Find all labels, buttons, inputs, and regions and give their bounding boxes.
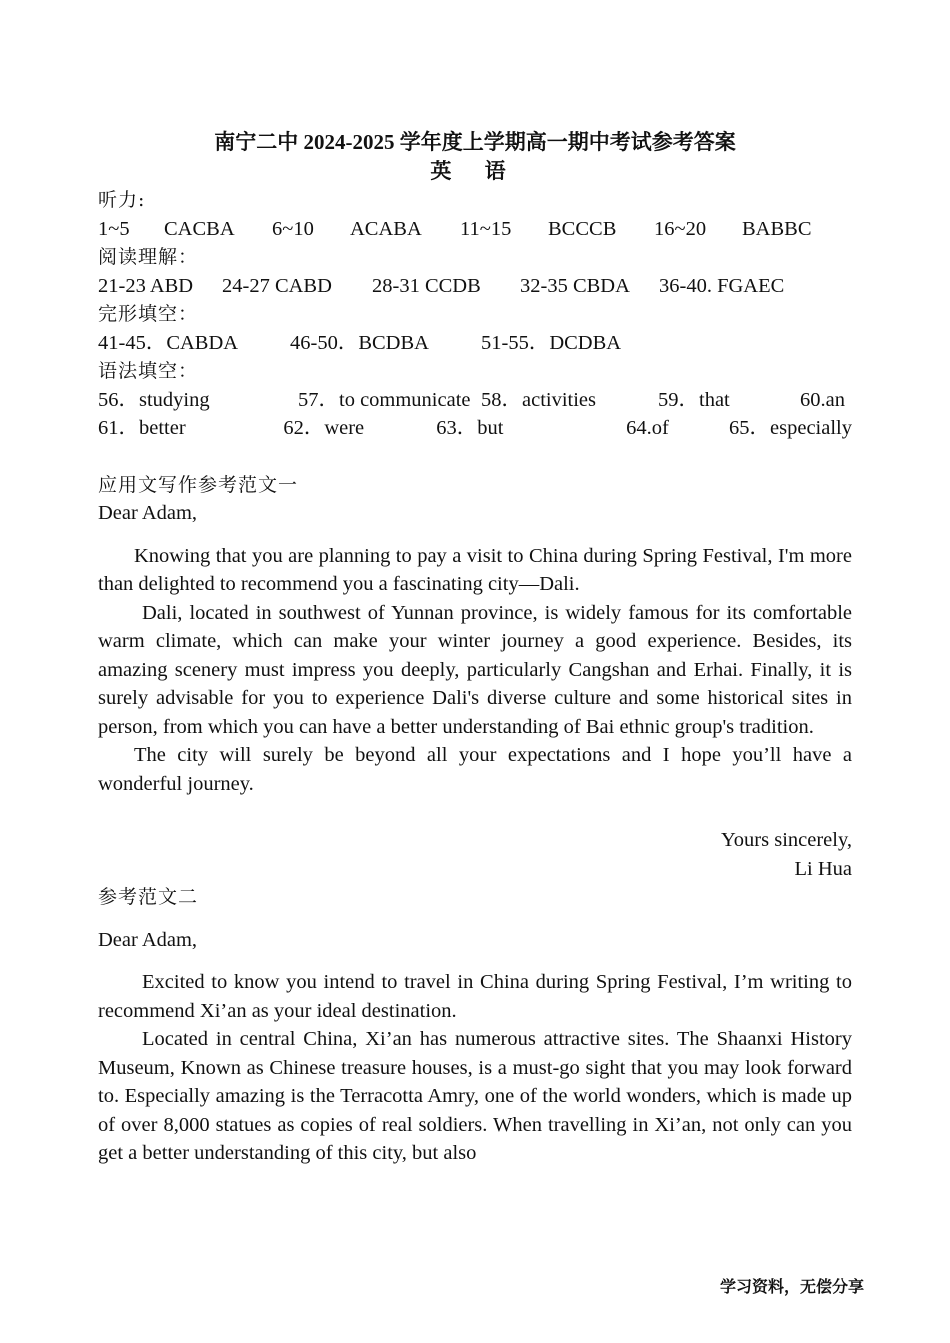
grammar-answer: 57．to communicate	[298, 388, 471, 411]
grammar-answer: 64.of	[626, 417, 669, 439]
essay2-paragraph: Located in central China, Xi’an has numerous attractive sites. The Shaanxi History Museum, Known as Chinese treasure houses, is a must-go sight that you may look forward to. Especially amazing is the Terracotta Amry, one of the world wonders, which is made up of over 8,000 statues as copies of real soldiers. When travelling in Xi’an, not only can you get a better understanding of this city, but also	[98, 1028, 852, 1164]
listening-answers	[98, 215, 852, 244]
grammar-answers-row1	[98, 386, 852, 415]
cloze-label: 完形填空：	[98, 303, 199, 325]
cloze-answers	[98, 329, 852, 358]
reading-group: 28-31 CCDB	[372, 274, 481, 297]
listening-range: 11~15	[460, 217, 512, 240]
listening-range: 1~5	[98, 217, 130, 240]
cloze-group: 46-50．BCDBA	[290, 331, 429, 354]
reading-label: 阅读理解：	[98, 246, 199, 268]
reading-group: 24-27 CABD	[222, 274, 332, 297]
grammar-answer: 62．were	[283, 417, 365, 439]
reading-answers	[98, 272, 852, 301]
answer-document	[98, 128, 852, 1168]
grammar-answer: 61．better	[98, 417, 186, 439]
listening-label: 听力:	[98, 189, 146, 211]
grammar-answer: 58．activities	[481, 388, 597, 411]
essay1-paragraph: Dali, located in southwest of Yunnan province, is widely famous for its comfortable warm climate, which can make your winter journey a good experience. Besides, its amazing scenery must impress you deeply, particularly Cangshan and Erhai. Finally, it is surely advisable for you to experience Dali's diverse culture and some historical sites in person, from which you can have a better understanding of Bai ethnic group's tradition.	[98, 601, 852, 738]
footer-note: 学习资料，无偿分享	[720, 1277, 865, 1296]
reading-group: 32-35 CBDA	[520, 274, 630, 297]
essay2-label: 参考范文二	[98, 886, 199, 908]
essay2-paragraph: Excited to know you intend to travel in China during Spring Festival, I’m writing to recommend Xi’an as your ideal destination.	[98, 971, 852, 1022]
essay1-signature: Li Hua	[794, 857, 852, 880]
essay2-greeting: Dear Adam,	[98, 928, 198, 951]
essay1-greeting: Dear Adam,	[98, 502, 198, 524]
essay1-closing: Yours sincerely,	[721, 829, 852, 851]
essay1-paragraph: Knowing that you are planning to pay a visit to China during Spring Festival, I'm more than delighted to recommend you a fascinating city—Dali.	[98, 544, 852, 595]
reading-group: 21-23 ABD	[98, 274, 194, 297]
essay1-label: 应用文写作参考范文一	[98, 473, 299, 496]
cloze-group: 51-55．DCDBA	[481, 331, 622, 354]
listening-answer: BCCCB	[548, 217, 617, 240]
grammar-answer: 56．studying	[98, 388, 210, 411]
grammar-label: 语法填空：	[98, 360, 199, 382]
subject-title: 英 语	[430, 159, 520, 183]
grammar-answer: 63．but	[436, 417, 504, 439]
reading-group: 36-40. FGAEC	[659, 274, 785, 297]
grammar-answer: 59．that	[658, 388, 730, 411]
essay1-paragraph: The city will surely be beyond all your expectations and I hope you’ll have a wonderful journey.	[98, 744, 852, 795]
grammar-answers-row2	[98, 414, 852, 443]
cloze-group: 41-45．CABDA	[98, 331, 239, 354]
listening-range: 16~20	[654, 217, 707, 240]
listening-answer: BABBC	[742, 217, 812, 240]
listening-answer: CACBA	[164, 217, 235, 240]
listening-answer: ACABA	[350, 217, 422, 240]
page-title: 南宁二中 2024-2025 学年度上学期高一期中考试参考答案	[214, 130, 736, 154]
grammar-answer: 60.an	[800, 388, 845, 411]
grammar-answer: 65．especially	[729, 417, 852, 439]
listening-range: 6~10	[272, 217, 314, 240]
